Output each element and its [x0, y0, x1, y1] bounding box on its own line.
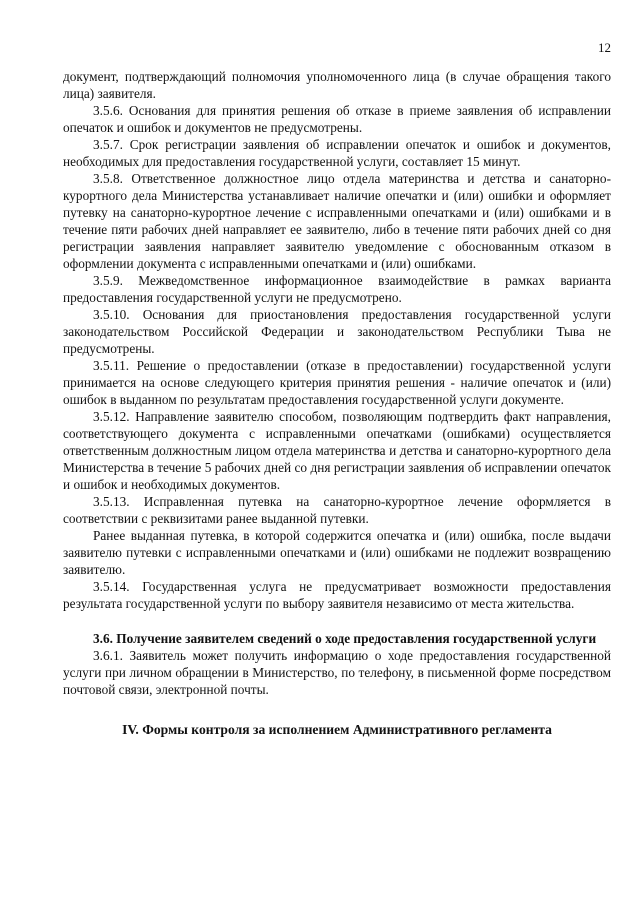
paragraph-continuation: документ, подтверждающий полномочия уполномоченного лица (в случае обращения такого лица) заявителя.: [63, 69, 611, 101]
chapter-heading-iv: IV. Формы контроля за исполнением Административного регламента: [122, 722, 552, 737]
paragraph-3-5-6: 3.5.6. Основания для принятия решения об отказе в приеме заявления об исправлении опечаток и ошибок и документов не предусмотрены.: [63, 103, 611, 135]
paragraph-3-5-12: 3.5.12. Направление заявителю способом, позволяющим подтвердить факт направления, соответствующего документа с исправленными опечатками (ошибками) осуществляется ответственным должностным лицом отдела материнства и детства и санаторно-курортного дела Министерства в течение 5 рабочих дней со дня регистрации заявления об исправлении опечаток и ошибок и необходимых документов.: [63, 409, 611, 492]
paragraph-3-5-7: 3.5.7. Срок регистрации заявления об исправлении опечаток и ошибок и документов, необходимых для предоставления государственной услуги, составляет 15 минут.: [63, 137, 611, 169]
paragraph-previous-voucher: Ранее выданная путевка, в которой содержится опечатка и (или) ошибка, после выдачи заявителю путевки с исправленными опечатками и (или) ошибками не подлежит возвращению заявителю.: [63, 528, 611, 577]
paragraph-3-6-1: 3.6.1. Заявитель может получить информацию о ходе предоставления государственной услуги при личном обращении в Министерство, по телефону, в письменной форме посредством почтовой связи, электронной почты.: [63, 648, 611, 697]
paragraph-3-5-9: 3.5.9. Межведомственное информационное взаимодействие в рамках варианта предоставления государственной услуги не предусмотрено.: [63, 273, 611, 305]
page-number: 12: [598, 40, 611, 55]
paragraph-3-5-11: 3.5.11. Решение о предоставлении (отказе в предоставлении) государственной услуги принимается на основе следующего критерия принятия решения - наличие опечаток и (или) ошибок в выданном по результатам предоставления государственной услуги документе.: [63, 358, 611, 407]
paragraph-3-5-14: 3.5.14. Государственная услуга не предусматривает возможности предоставления результата государственной услуги по выбору заявителя независимо от места жительства.: [63, 579, 611, 611]
section-heading-3-6: 3.6. Получение заявителем сведений о ходе предоставления государственной услуги: [93, 631, 597, 646]
paragraph-3-5-8: 3.5.8. Ответственное должностное лицо отдела материнства и детства и санаторно-курортного дела Министерства устанавливает наличие опечатки и (или) ошибки и оформляет путевку на санаторно-курортное лечение с исправленными опечатками и (или) ошибками и в течение пяти рабочих дней направляет ее заявителю, либо в течение пяти рабочих дней со дня регистрации заявления направляет заявителю уведомление с обоснованным отказом в оформлении документа с исправленными опечатками и (или) ошибками.: [63, 171, 611, 271]
paragraph-3-5-13: 3.5.13. Исправленная путевка на санаторно-курортное лечение оформляется в соответствии с реквизитами ранее выданной путевки.: [63, 494, 611, 526]
document-body: [63, 68, 611, 738]
paragraph-3-5-10: 3.5.10. Основания для приостановления предоставления государственной услуги законодательством Российской Федерации и законодательством Республики Тыва не предусмотрены.: [63, 307, 611, 356]
